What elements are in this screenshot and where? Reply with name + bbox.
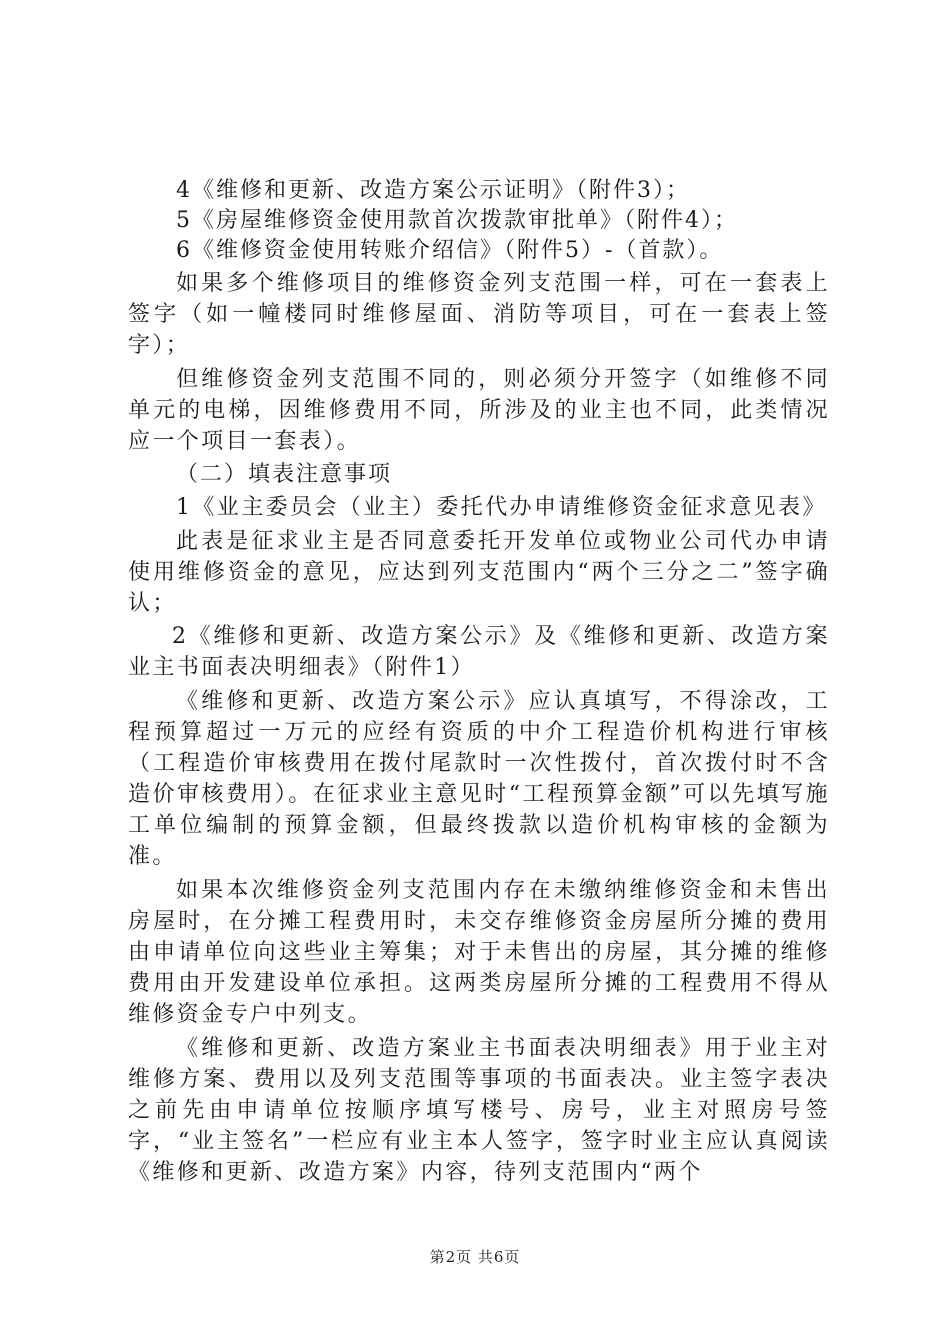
item2-title: 2《维修和更新、改造方案公示》及《维修和更新、改造方案业主书面表决明细表》（附件1） <box>128 624 830 680</box>
section-heading: （二）填表注意事项 <box>176 462 393 487</box>
page-footer: 第2页 共6页 <box>429 1248 521 1266</box>
item2-body-publicity: 《维修和更新、改造方案公示》应认真填写，不得涂改，工程预算超过一万元的应经有资质的中介工程造价机构进行审核（工程造价审核费用在拨付尾款时一次性拨付，首次拨付时不含造价审核费用）。在征求业主意见时“工程预算金额”可以先填写施工单位编制的预算金额，但最终拨款以造价机构审核的金额为准。 <box>128 689 830 869</box>
document-body <box>128 176 830 1188</box>
list-item-attachment-4: 5《房屋维修资金使用款首次拨款审批单》（附件4）； <box>176 208 738 233</box>
list-item-attachment-3: 4《维修和更新、改造方案公示证明》（附件3）； <box>176 178 690 203</box>
item2-body-vote-table: 《维修和更新、改造方案业主书面表决明细表》用于业主对维修方案、费用以及列支范围等事项的书面表决。业主签字表决之前先由申请单位按顺序填写楼号、房号，业主对照房号签字，“业主签名”一栏应有业主本人签字，签字时业主应认真阅读《维修和更新、改造方案》内容，待列支范围内“两个 <box>128 1036 830 1185</box>
list-item-attachment-5: 6《维修资金使用转账介绍信》（附件5）-（首款）。 <box>176 238 724 263</box>
item2-body-unpaid: 如果本次维修资金列支范围内存在未缴纳维修资金和未售出房屋时，在分摊工程费用时，未交存维修资金房屋所分摊的费用由申请单位向这些业主筹集；对于未售出的房屋，其分摊的维修费用由开发建设单位承担。这两类房屋所分摊的工程费用不得从维修资金专户中列支。 <box>128 878 830 1027</box>
paragraph-same-scope: 如果多个维修项目的维修资金列支范围一样，可在一套表上签字（如一幢楼同时维修屋面、消防等项目，可在一套表上签字）； <box>128 271 830 358</box>
item1-title: 1《业主委员会（业主）委托代办申请维修资金征求意见表》 <box>176 495 827 520</box>
paragraph-different-scope: 但维修资金列支范围不同的，则必须分开签字（如维修不同单元的电梯，因维修费用不同，所涉及的业主也不同，此类情况应一个项目一套表）。 <box>128 367 830 454</box>
item1-body: 此表是征求业主是否同意委托开发单位或物业公司代办申请使用维修资金的意见，应达到列支范围内“两个三分之二”签字确认； <box>128 529 830 616</box>
